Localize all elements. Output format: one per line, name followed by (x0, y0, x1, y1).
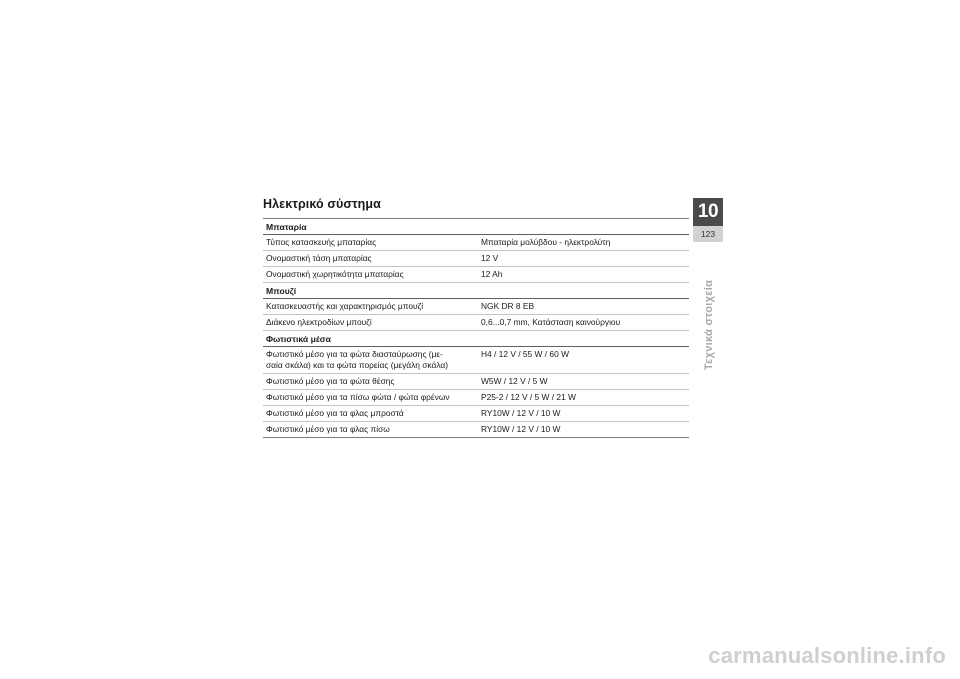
section-heading-spark-plug: Μπουζί (263, 283, 689, 299)
table-row (263, 235, 689, 251)
spec-value: 12 V (481, 253, 499, 263)
spec-value: H4 / 12 V / 55 W / 60 W (481, 349, 569, 359)
page-number: 123 (693, 226, 723, 242)
chapter-number: 10 (693, 198, 723, 226)
spec-value: NGK DR 8 EB (481, 301, 535, 311)
table-row (263, 390, 689, 406)
spec-key: Τύπος κατασκευής μπαταρίας (266, 237, 377, 247)
chapter-label (701, 270, 717, 380)
spec-value: RY10W / 12 V / 10 W (481, 408, 561, 418)
spec-key: Ονομαστική τάση μπαταρίας (266, 253, 372, 263)
table-row (263, 315, 689, 331)
table-row (263, 251, 689, 267)
spec-content (263, 196, 689, 438)
page-title: Ηλεκτρικό σύστημα (263, 197, 381, 211)
spec-value: 0,6...0,7 mm, Κατάσταση καινούργιου (481, 317, 621, 327)
spec-value: RY10W / 12 V / 10 W (481, 424, 561, 434)
section-heading-battery: Μπαταρία (263, 219, 689, 235)
table-row (263, 406, 689, 422)
spec-key: Φωτιστικό μέσο για τα φλας πίσω (266, 424, 390, 434)
spec-value: P25-2 / 12 V / 5 W / 21 W (481, 392, 576, 402)
table-row (263, 299, 689, 315)
watermark: carmanualsonline.info (708, 643, 946, 668)
table-row (263, 267, 689, 283)
spec-value: 12 Ah (481, 269, 503, 279)
section-heading-lighting: Φωτιστικά μέσα (263, 331, 689, 347)
spec-value: W5W / 12 V / 5 W (481, 376, 548, 386)
chapter-label-text: Τεχνικά στοιχεία (703, 279, 716, 371)
spec-table (263, 218, 689, 438)
spec-key: Ονομαστική χωρητικότητα μπαταρίας (266, 269, 404, 279)
spec-value: Μπαταρία μολύβδου - ηλεκτρολύτη (481, 237, 611, 247)
spec-key: Φωτιστικό μέσο για τα φώτα θέσης (266, 376, 395, 386)
chapter-tab (693, 198, 723, 242)
table-row (263, 422, 689, 438)
spec-key: Φωτιστικό μέσο για τα φώτα διασταύρωσης (με- σαία σκάλα) και τα φώτα πορείας (μεγάλη σκάλα) (266, 349, 449, 370)
table-row (263, 374, 689, 390)
spec-key: Διάκενο ηλεκτροδίων μπουζί (266, 317, 372, 327)
spec-key: Φωτιστικό μέσο για τα φλας μπροστά (266, 408, 404, 418)
spec-key: Φωτιστικό μέσο για τα πίσω φώτα / φώτα φρένων (266, 392, 450, 402)
table-row (263, 347, 689, 374)
spec-key: Κατασκευαστής και χαρακτηρισμός μπουζί (266, 301, 424, 311)
